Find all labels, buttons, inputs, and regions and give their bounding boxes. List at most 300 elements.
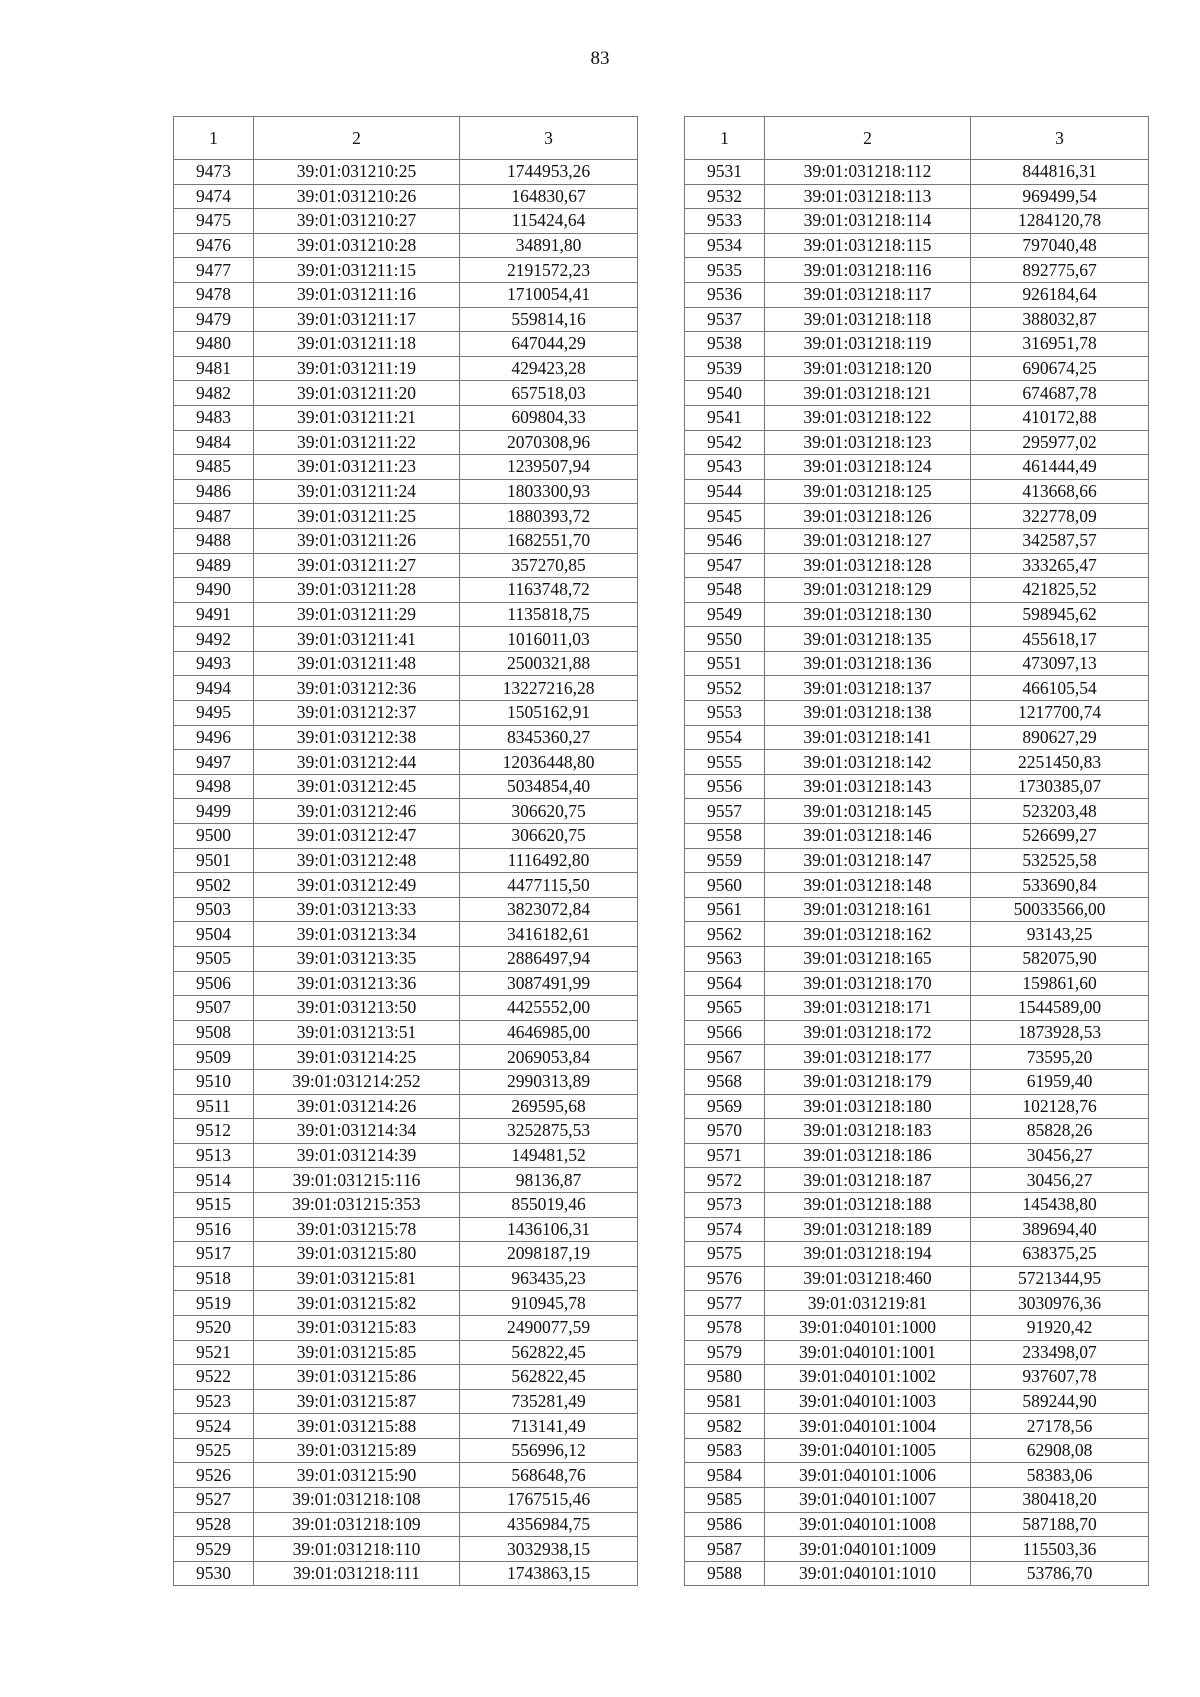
table-row xyxy=(685,971,1149,996)
table-row xyxy=(685,1143,1149,1168)
value: 333265,47 xyxy=(971,553,1149,578)
cadastral-number: 39:01:031210:25 xyxy=(254,160,460,185)
cadastral-number: 39:01:031211:27 xyxy=(254,553,460,578)
table-row xyxy=(685,1266,1149,1291)
value: 910945,78 xyxy=(460,1291,638,1316)
value: 647044,29 xyxy=(460,332,638,357)
cadastral-number: 39:01:031212:45 xyxy=(254,774,460,799)
table-row xyxy=(685,1463,1149,1488)
table-row xyxy=(685,750,1149,775)
row-number: 9582 xyxy=(685,1414,765,1439)
value: 455618,17 xyxy=(971,627,1149,652)
value: 1505162,91 xyxy=(460,701,638,726)
table-row xyxy=(174,1291,638,1316)
header-row xyxy=(174,117,638,160)
cadastral-number: 39:01:031215:353 xyxy=(254,1192,460,1217)
table-row xyxy=(174,947,638,972)
cadastral-number: 39:01:031211:29 xyxy=(254,602,460,627)
cadastral-number: 39:01:031213:51 xyxy=(254,1020,460,1045)
header-col-2: 2 xyxy=(765,117,971,160)
cadastral-number: 39:01:031218:119 xyxy=(765,332,971,357)
value: 2069053,84 xyxy=(460,1045,638,1070)
table-row xyxy=(174,1168,638,1193)
table-row xyxy=(174,209,638,234)
value: 61959,40 xyxy=(971,1069,1149,1094)
row-number: 9565 xyxy=(685,996,765,1021)
value: 1744953,26 xyxy=(460,160,638,185)
cadastral-number: 39:01:031218:128 xyxy=(765,553,971,578)
cadastral-number: 39:01:031218:141 xyxy=(765,725,971,750)
cadastral-number: 39:01:031211:24 xyxy=(254,479,460,504)
row-number: 9519 xyxy=(174,1291,254,1316)
table-row xyxy=(685,1192,1149,1217)
cadastral-number: 39:01:031219:81 xyxy=(765,1291,971,1316)
table-row xyxy=(174,873,638,898)
table-row xyxy=(174,1488,638,1513)
cadastral-number: 39:01:031214:252 xyxy=(254,1069,460,1094)
cadastral-number: 39:01:031212:37 xyxy=(254,701,460,726)
value: 233498,07 xyxy=(971,1340,1149,1365)
value: 735281,49 xyxy=(460,1389,638,1414)
table-row xyxy=(174,1119,638,1144)
cadastral-number: 39:01:031218:177 xyxy=(765,1045,971,1070)
value: 1710054,41 xyxy=(460,282,638,307)
value: 587188,70 xyxy=(971,1512,1149,1537)
row-number: 9533 xyxy=(685,209,765,234)
value: 657518,03 xyxy=(460,381,638,406)
row-number: 9526 xyxy=(174,1463,254,1488)
header-row xyxy=(685,117,1149,160)
table-row xyxy=(685,1094,1149,1119)
cadastral-number: 39:01:031215:86 xyxy=(254,1365,460,1390)
cadastral-number: 39:01:031218:194 xyxy=(765,1242,971,1267)
table-row xyxy=(685,578,1149,603)
cadastral-number: 39:01:031213:36 xyxy=(254,971,460,996)
row-number: 9532 xyxy=(685,184,765,209)
table-row xyxy=(685,160,1149,185)
value: 589244,90 xyxy=(971,1389,1149,1414)
row-number: 9476 xyxy=(174,233,254,258)
table-row xyxy=(685,455,1149,480)
cadastral-number: 39:01:031218:121 xyxy=(765,381,971,406)
cadastral-number: 39:01:031218:183 xyxy=(765,1119,971,1144)
table-row xyxy=(685,307,1149,332)
row-number: 9475 xyxy=(174,209,254,234)
cadastral-number: 39:01:040101:1002 xyxy=(765,1365,971,1390)
cadastral-number: 39:01:031218:186 xyxy=(765,1143,971,1168)
cadastral-number: 39:01:031215:116 xyxy=(254,1168,460,1193)
header-col-1: 1 xyxy=(685,117,765,160)
row-number: 9496 xyxy=(174,725,254,750)
row-number: 9580 xyxy=(685,1365,765,1390)
table-row xyxy=(174,528,638,553)
cadastral-number: 39:01:031218:188 xyxy=(765,1192,971,1217)
value: 93143,25 xyxy=(971,922,1149,947)
cadastral-number: 39:01:031210:28 xyxy=(254,233,460,258)
value: 3823072,84 xyxy=(460,897,638,922)
table-row xyxy=(174,1045,638,1070)
value: 963435,23 xyxy=(460,1266,638,1291)
header-col-3: 3 xyxy=(971,117,1149,160)
cadastral-number: 39:01:031218:113 xyxy=(765,184,971,209)
table-row xyxy=(685,725,1149,750)
cadastral-number: 39:01:031211:22 xyxy=(254,430,460,455)
cadastral-number: 39:01:031210:26 xyxy=(254,184,460,209)
table-row xyxy=(174,356,638,381)
table-row xyxy=(174,1266,638,1291)
table-row xyxy=(685,1365,1149,1390)
table-row xyxy=(174,1020,638,1045)
table-row xyxy=(685,873,1149,898)
cadastral-number: 39:01:031218:127 xyxy=(765,528,971,553)
value: 532525,58 xyxy=(971,848,1149,873)
value: 102128,76 xyxy=(971,1094,1149,1119)
cadastral-number: 39:01:031218:162 xyxy=(765,922,971,947)
row-number: 9508 xyxy=(174,1020,254,1045)
value: 562822,45 xyxy=(460,1365,638,1390)
cadastral-number: 39:01:031218:126 xyxy=(765,504,971,529)
value: 342587,57 xyxy=(971,528,1149,553)
value: 1436106,31 xyxy=(460,1217,638,1242)
cadastral-number: 39:01:031213:34 xyxy=(254,922,460,947)
row-number: 9538 xyxy=(685,332,765,357)
cadastral-number: 39:01:031211:48 xyxy=(254,651,460,676)
row-number: 9560 xyxy=(685,873,765,898)
value: 1803300,93 xyxy=(460,479,638,504)
table-row xyxy=(174,1143,638,1168)
value: 3252875,53 xyxy=(460,1119,638,1144)
row-number: 9513 xyxy=(174,1143,254,1168)
value: 13227216,28 xyxy=(460,676,638,701)
value: 322778,09 xyxy=(971,504,1149,529)
row-number: 9521 xyxy=(174,1340,254,1365)
value: 1730385,07 xyxy=(971,774,1149,799)
row-number: 9515 xyxy=(174,1192,254,1217)
table-row xyxy=(174,307,638,332)
cadastral-number: 39:01:031213:50 xyxy=(254,996,460,1021)
value: 556996,12 xyxy=(460,1438,638,1463)
row-number: 9491 xyxy=(174,602,254,627)
row-number: 9557 xyxy=(685,799,765,824)
table-row xyxy=(685,528,1149,553)
value: 598945,62 xyxy=(971,602,1149,627)
row-number: 9528 xyxy=(174,1512,254,1537)
row-number: 9556 xyxy=(685,774,765,799)
row-number: 9575 xyxy=(685,1242,765,1267)
cadastral-number: 39:01:031213:35 xyxy=(254,947,460,972)
cadastral-number: 39:01:031218:135 xyxy=(765,627,971,652)
table-row xyxy=(174,971,638,996)
cadastral-number: 39:01:031218:146 xyxy=(765,824,971,849)
value: 1873928,53 xyxy=(971,1020,1149,1045)
cadastral-number: 39:01:031211:26 xyxy=(254,528,460,553)
table-row xyxy=(174,848,638,873)
value: 53786,70 xyxy=(971,1561,1149,1586)
value: 3032938,15 xyxy=(460,1537,638,1562)
row-number: 9543 xyxy=(685,455,765,480)
table-row xyxy=(685,405,1149,430)
header-col-3: 3 xyxy=(460,117,638,160)
value: 4356984,75 xyxy=(460,1512,638,1537)
row-number: 9548 xyxy=(685,578,765,603)
value: 388032,87 xyxy=(971,307,1149,332)
value: 27178,56 xyxy=(971,1414,1149,1439)
value: 316951,78 xyxy=(971,332,1149,357)
cadastral-number: 39:01:031212:46 xyxy=(254,799,460,824)
value: 295977,02 xyxy=(971,430,1149,455)
value: 855019,46 xyxy=(460,1192,638,1217)
value: 892775,67 xyxy=(971,258,1149,283)
value: 413668,66 xyxy=(971,479,1149,504)
cadastral-number: 39:01:031218:115 xyxy=(765,233,971,258)
table-row xyxy=(685,897,1149,922)
cadastral-number: 39:01:031215:88 xyxy=(254,1414,460,1439)
cadastral-number: 39:01:031215:87 xyxy=(254,1389,460,1414)
value: 2500321,88 xyxy=(460,651,638,676)
table-row xyxy=(685,1561,1149,1586)
row-number: 9583 xyxy=(685,1438,765,1463)
cadastral-number: 39:01:031211:17 xyxy=(254,307,460,332)
table-row xyxy=(685,774,1149,799)
table-row xyxy=(685,1414,1149,1439)
row-number: 9497 xyxy=(174,750,254,775)
row-number: 9500 xyxy=(174,824,254,849)
row-number: 9499 xyxy=(174,799,254,824)
row-number: 9542 xyxy=(685,430,765,455)
row-number: 9474 xyxy=(174,184,254,209)
row-number: 9473 xyxy=(174,160,254,185)
row-number: 9512 xyxy=(174,1119,254,1144)
value: 58383,06 xyxy=(971,1463,1149,1488)
table-row xyxy=(685,651,1149,676)
cadastral-number: 39:01:031211:20 xyxy=(254,381,460,406)
value: 609804,33 xyxy=(460,405,638,430)
row-number: 9540 xyxy=(685,381,765,406)
table-row xyxy=(174,1365,638,1390)
table-row xyxy=(174,1242,638,1267)
row-number: 9478 xyxy=(174,282,254,307)
cadastral-number: 39:01:031218:114 xyxy=(765,209,971,234)
value: 91920,42 xyxy=(971,1315,1149,1340)
row-number: 9563 xyxy=(685,947,765,972)
cadastral-number: 39:01:031211:19 xyxy=(254,356,460,381)
value: 674687,78 xyxy=(971,381,1149,406)
table-row xyxy=(174,332,638,357)
row-number: 9576 xyxy=(685,1266,765,1291)
cadastral-number: 39:01:031218:179 xyxy=(765,1069,971,1094)
cadastral-number: 39:01:031214:39 xyxy=(254,1143,460,1168)
cadastral-number: 39:01:031218:108 xyxy=(254,1488,460,1513)
row-number: 9523 xyxy=(174,1389,254,1414)
table-row xyxy=(174,1463,638,1488)
table-row xyxy=(174,676,638,701)
cadastral-number: 39:01:031218:110 xyxy=(254,1537,460,1562)
cadastral-number: 39:01:031218:111 xyxy=(254,1561,460,1586)
cadastral-number: 39:01:031218:171 xyxy=(765,996,971,1021)
value: 473097,13 xyxy=(971,651,1149,676)
table-row xyxy=(174,282,638,307)
table-row xyxy=(685,1291,1149,1316)
cadastral-number: 39:01:031215:90 xyxy=(254,1463,460,1488)
value: 1239507,94 xyxy=(460,455,638,480)
right-table-body xyxy=(685,160,1149,1586)
value: 4425552,00 xyxy=(460,996,638,1021)
row-number: 9482 xyxy=(174,381,254,406)
table-row xyxy=(685,553,1149,578)
value: 3416182,61 xyxy=(460,922,638,947)
table-row xyxy=(685,1438,1149,1463)
row-number: 9501 xyxy=(174,848,254,873)
cadastral-number: 39:01:031218:123 xyxy=(765,430,971,455)
value: 12036448,80 xyxy=(460,750,638,775)
table-row xyxy=(685,381,1149,406)
value: 5721344,95 xyxy=(971,1266,1149,1291)
value: 380418,20 xyxy=(971,1488,1149,1513)
table-row xyxy=(685,1315,1149,1340)
cadastral-number: 39:01:031218:460 xyxy=(765,1266,971,1291)
table-row xyxy=(174,1340,638,1365)
cadastral-number: 39:01:031215:83 xyxy=(254,1315,460,1340)
cadastral-number: 39:01:040101:1008 xyxy=(765,1512,971,1537)
value: 85828,26 xyxy=(971,1119,1149,1144)
table-row xyxy=(174,1537,638,1562)
row-number: 9569 xyxy=(685,1094,765,1119)
row-number: 9495 xyxy=(174,701,254,726)
cadastral-number: 39:01:031218:138 xyxy=(765,701,971,726)
row-number: 9539 xyxy=(685,356,765,381)
cadastral-number: 39:01:031218:170 xyxy=(765,971,971,996)
table-row xyxy=(685,209,1149,234)
page-number: 83 xyxy=(590,48,610,69)
table-row xyxy=(174,184,638,209)
table-row xyxy=(174,1217,638,1242)
cadastral-number: 39:01:031218:109 xyxy=(254,1512,460,1537)
table-row xyxy=(685,701,1149,726)
cadastral-number: 39:01:031218:116 xyxy=(765,258,971,283)
row-number: 9570 xyxy=(685,1119,765,1144)
row-number: 9549 xyxy=(685,602,765,627)
cadastral-number: 39:01:031215:89 xyxy=(254,1438,460,1463)
row-number: 9505 xyxy=(174,947,254,972)
value: 690674,25 xyxy=(971,356,1149,381)
value: 937607,78 xyxy=(971,1365,1149,1390)
value: 2191572,23 xyxy=(460,258,638,283)
row-number: 9489 xyxy=(174,553,254,578)
row-number: 9579 xyxy=(685,1340,765,1365)
row-number: 9547 xyxy=(685,553,765,578)
table-row xyxy=(174,774,638,799)
table-row xyxy=(174,1561,638,1586)
row-number: 9509 xyxy=(174,1045,254,1070)
value: 1016011,03 xyxy=(460,627,638,652)
cadastral-number: 39:01:040101:1005 xyxy=(765,1438,971,1463)
table-row xyxy=(685,356,1149,381)
row-number: 9516 xyxy=(174,1217,254,1242)
table-row xyxy=(174,1069,638,1094)
cadastral-number: 39:01:031218:122 xyxy=(765,405,971,430)
cadastral-number: 39:01:031211:15 xyxy=(254,258,460,283)
row-number: 9546 xyxy=(685,528,765,553)
value: 1682551,70 xyxy=(460,528,638,553)
row-number: 9529 xyxy=(174,1537,254,1562)
value: 1880393,72 xyxy=(460,504,638,529)
cadastral-number: 39:01:031218:117 xyxy=(765,282,971,307)
cadastral-number: 39:01:031215:82 xyxy=(254,1291,460,1316)
value: 429423,28 xyxy=(460,356,638,381)
value: 1116492,80 xyxy=(460,848,638,873)
cadastral-number: 39:01:031218:161 xyxy=(765,897,971,922)
value: 5034854,40 xyxy=(460,774,638,799)
table-row xyxy=(174,996,638,1021)
table-row xyxy=(685,504,1149,529)
row-number: 9484 xyxy=(174,430,254,455)
row-number: 9488 xyxy=(174,528,254,553)
value: 1217700,74 xyxy=(971,701,1149,726)
value: 568648,76 xyxy=(460,1463,638,1488)
value: 1544589,00 xyxy=(971,996,1149,1021)
row-number: 9479 xyxy=(174,307,254,332)
row-number: 9577 xyxy=(685,1291,765,1316)
cadastral-number: 39:01:031218:148 xyxy=(765,873,971,898)
cadastral-number: 39:01:031212:38 xyxy=(254,725,460,750)
right-table xyxy=(684,116,1149,1586)
table-row xyxy=(174,1192,638,1217)
table-row xyxy=(174,381,638,406)
table-row xyxy=(174,1438,638,1463)
value: 50033566,00 xyxy=(971,897,1149,922)
row-number: 9587 xyxy=(685,1537,765,1562)
row-number: 9545 xyxy=(685,504,765,529)
table-row xyxy=(685,676,1149,701)
table-row xyxy=(685,1389,1149,1414)
table-row xyxy=(174,479,638,504)
table-row xyxy=(174,1414,638,1439)
table-row xyxy=(174,922,638,947)
cadastral-number: 39:01:031214:25 xyxy=(254,1045,460,1070)
row-number: 9492 xyxy=(174,627,254,652)
table-row xyxy=(174,1315,638,1340)
row-number: 9483 xyxy=(174,405,254,430)
cadastral-number: 39:01:031218:145 xyxy=(765,799,971,824)
value: 269595,68 xyxy=(460,1094,638,1119)
row-number: 9571 xyxy=(685,1143,765,1168)
table-row xyxy=(174,602,638,627)
row-number: 9541 xyxy=(685,405,765,430)
value: 4477115,50 xyxy=(460,873,638,898)
row-number: 9573 xyxy=(685,1192,765,1217)
row-number: 9574 xyxy=(685,1217,765,1242)
cadastral-number: 39:01:031212:36 xyxy=(254,676,460,701)
table-row xyxy=(174,1389,638,1414)
row-number: 9561 xyxy=(685,897,765,922)
cadastral-number: 39:01:031218:143 xyxy=(765,774,971,799)
cadastral-number: 39:01:031215:80 xyxy=(254,1242,460,1267)
table-row xyxy=(174,405,638,430)
cadastral-number: 39:01:031214:34 xyxy=(254,1119,460,1144)
cadastral-number: 39:01:031213:33 xyxy=(254,897,460,922)
cadastral-number: 39:01:031212:49 xyxy=(254,873,460,898)
value: 30456,27 xyxy=(971,1143,1149,1168)
table-row xyxy=(174,504,638,529)
value: 34891,80 xyxy=(460,233,638,258)
row-number: 9493 xyxy=(174,651,254,676)
table-row xyxy=(685,848,1149,873)
cadastral-number: 39:01:040101:1006 xyxy=(765,1463,971,1488)
table-row xyxy=(174,799,638,824)
cadastral-number: 39:01:031211:41 xyxy=(254,627,460,652)
value: 2251450,83 xyxy=(971,750,1149,775)
table-row xyxy=(685,1217,1149,1242)
